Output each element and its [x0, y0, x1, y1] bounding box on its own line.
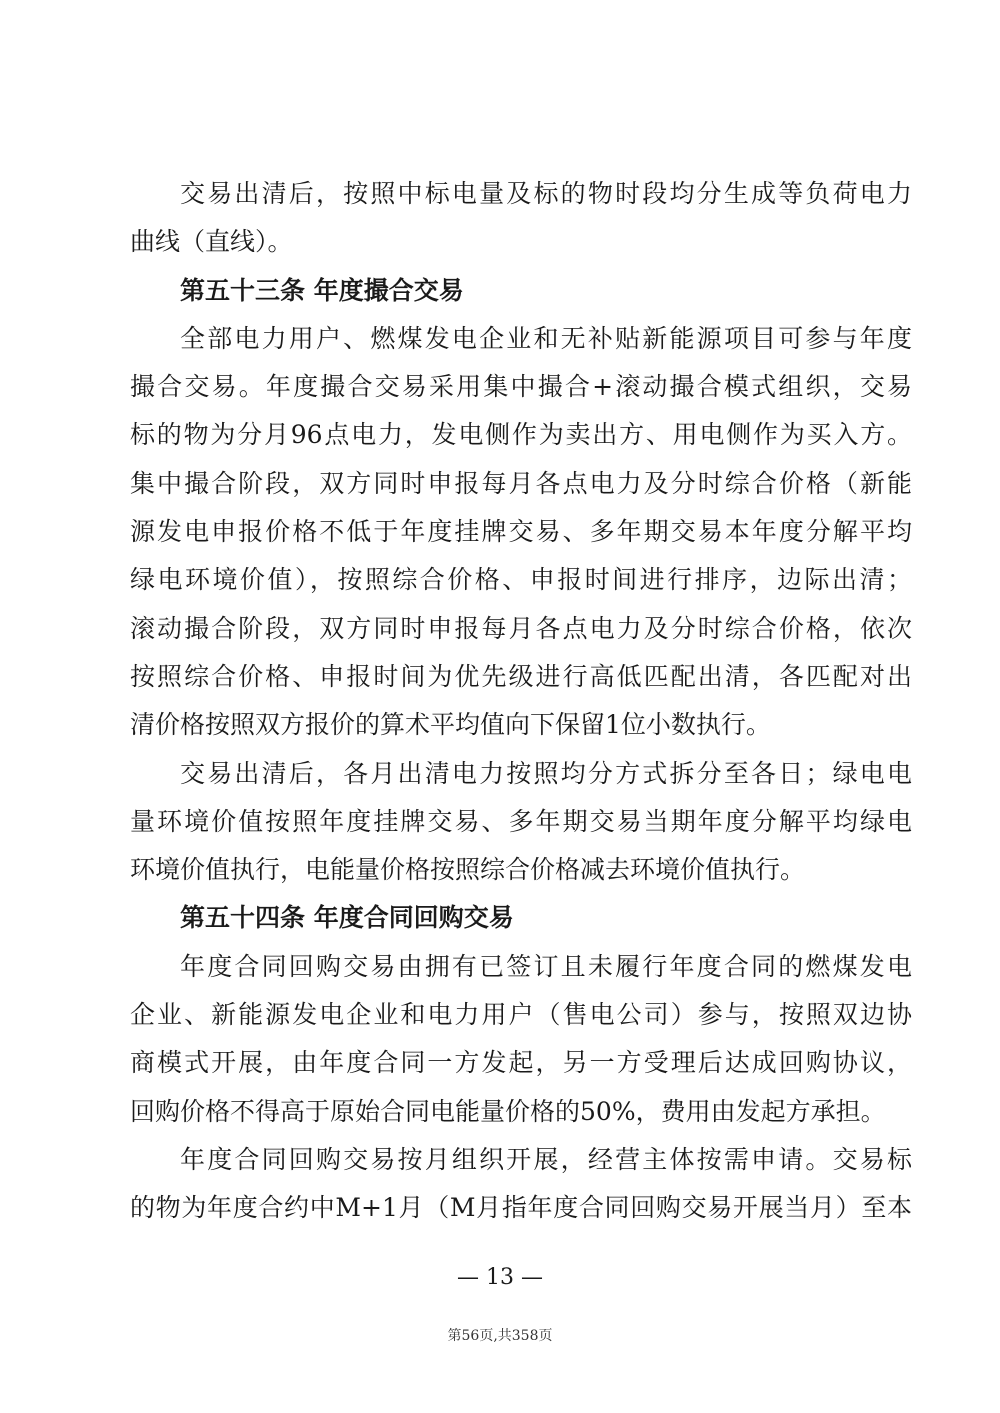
text-line: 集中撮合阶段，双方同时申报每月各点电力及分时综合价格（新能	[130, 468, 912, 498]
text-line: 商模式开展，由年度合同一方发起，另一方受理后达成回购协议，	[130, 1048, 912, 1078]
text-line: 第五十三条 年度撮合交易	[180, 275, 464, 305]
document-body	[130, 172, 912, 1235]
paragraph	[130, 172, 912, 269]
text-line: 企业、新能源发电企业和电力用户（售电公司）参与，按照双边协	[130, 1000, 912, 1030]
text-line: 源发电申报价格不低于年度挂牌交易、多年期交易本年度分解平均	[130, 517, 912, 547]
text-line: 第五十四条 年度合同回购交易	[180, 903, 514, 933]
article-heading	[130, 269, 912, 317]
page-number: — 13 —	[457, 1265, 543, 1290]
text-line: 交易出清后，各月出清电力按照均分方式拆分至各日；绿电电	[180, 758, 912, 788]
paragraph	[130, 752, 912, 897]
text-line: 曲线（直线）。	[130, 227, 293, 257]
text-line: 标的物为分月96点电力，发电侧作为卖出方、用电侧作为买入方。	[130, 420, 912, 450]
text-line: 环境价值执行，电能量价格按照综合价格减去环境价值执行。	[130, 855, 806, 885]
text-line: 按照综合价格、申报时间为优先级进行高低匹配出清，各匹配对出	[130, 661, 912, 691]
text-line: 全部电力用户、燃煤发电企业和无补贴新能源项目可参与年度	[180, 323, 912, 353]
paragraph	[130, 317, 912, 752]
text-line: 的物为年度合约中M+1月（M月指年度合同回购交易开展当月）至本	[130, 1193, 912, 1223]
text-line: 交易出清后，按照中标电量及标的物时段均分生成等负荷电力	[180, 179, 912, 208]
paragraph	[130, 945, 912, 1138]
text-line: 年度合同回购交易由拥有已签订且未履行年度合同的燃煤发电	[180, 951, 912, 981]
text-line: 绿电环境价值），按照综合价格、申报时间进行排序，边际出清；	[130, 565, 912, 595]
article-heading	[130, 896, 912, 944]
paragraph	[130, 1138, 912, 1235]
page-footer: 第56页,共358页	[447, 1328, 553, 1344]
text-line: 年度合同回购交易按月组织开展，经营主体按需申请。交易标	[180, 1144, 912, 1174]
text-line: 量环境价值按照年度挂牌交易、多年期交易当期年度分解平均绿电	[130, 806, 912, 836]
text-line: 清价格按照双方报价的算术平均值向下保留1位小数执行。	[130, 710, 771, 740]
text-line: 撮合交易。年度撮合交易采用集中撮合+滚动撮合模式组织，交易	[130, 372, 912, 402]
text-line: 回购价格不得高于原始合同电能量价格的50%，费用由发起方承担。	[130, 1096, 886, 1126]
text-line: 滚动撮合阶段，双方同时申报每月各点电力及分时综合价格，依次	[130, 613, 912, 643]
